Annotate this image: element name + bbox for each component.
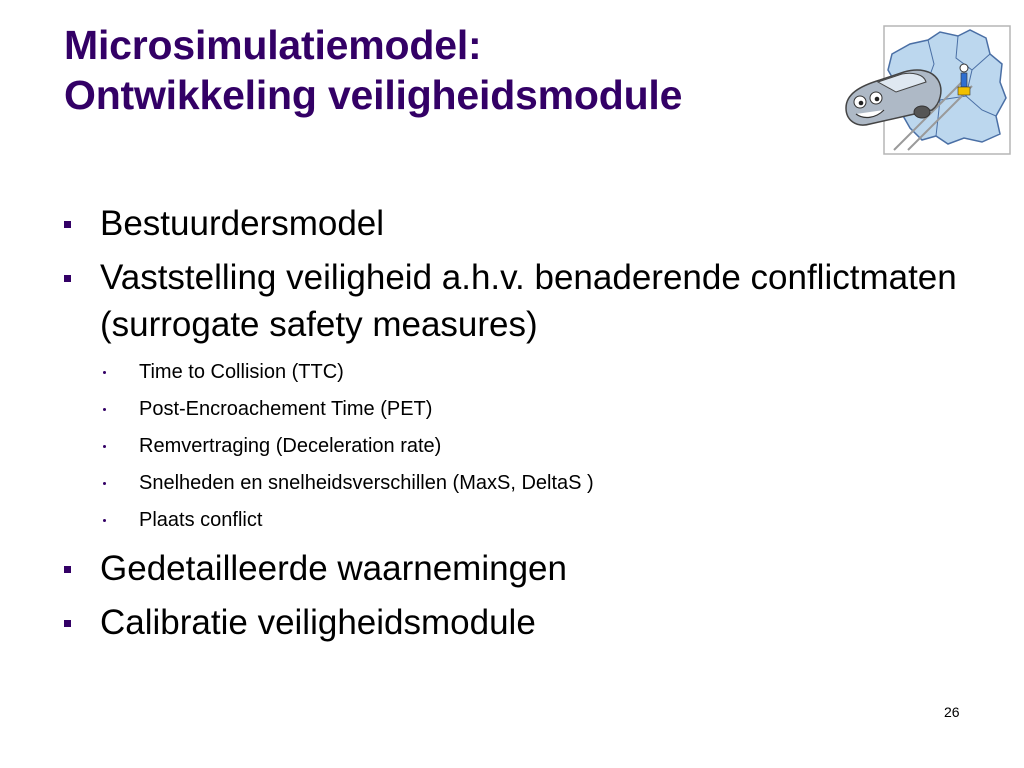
sub-bullet-text: Remvertraging (Deceleration rate) xyxy=(139,435,442,457)
dot-bullet-icon xyxy=(103,445,106,448)
bullet-text: Calibratie veiligheidsmodule xyxy=(100,603,536,642)
title-line-2: Ontwikkeling veiligheidsmodule xyxy=(64,72,683,118)
sub-bullet-text: Plaats conflict xyxy=(139,509,263,531)
square-bullet-icon xyxy=(64,566,71,573)
sub-bullet-text: Time to Collision (TTC) xyxy=(139,361,344,383)
sub-bullet-item xyxy=(62,502,962,539)
sub-bullet-text: Post-Encroachement Time (PET) xyxy=(139,398,433,420)
car-on-map-logo-icon xyxy=(840,24,1012,156)
sub-bullet-item xyxy=(62,391,962,428)
dot-bullet-icon xyxy=(103,519,106,522)
square-bullet-icon xyxy=(64,221,71,228)
bullet-item xyxy=(62,200,962,247)
slide-title xyxy=(64,20,682,120)
bullet-text: Gedetailleerde waarnemingen xyxy=(100,549,567,588)
sub-bullet-list xyxy=(62,354,962,539)
bullet-list xyxy=(62,200,962,653)
bullet-item xyxy=(62,254,962,348)
dot-bullet-icon xyxy=(103,482,106,485)
dot-bullet-icon xyxy=(103,371,106,374)
bullet-text: Bestuurdersmodel xyxy=(100,204,385,243)
sub-bullet-group xyxy=(62,354,962,539)
sub-bullet-text: Snelheden en snelheidsverschillen (MaxS, DeltaS ) xyxy=(139,472,594,494)
sub-bullet-item xyxy=(62,465,962,502)
title-line-1: Microsimulatiemodel: xyxy=(64,22,482,68)
page-number: 26 xyxy=(944,704,960,720)
square-bullet-icon xyxy=(64,275,71,282)
sub-bullet-item xyxy=(62,354,962,391)
bullet-item xyxy=(62,599,962,646)
bullet-item xyxy=(62,545,962,592)
square-bullet-icon xyxy=(64,620,71,627)
dot-bullet-icon xyxy=(103,408,106,411)
sub-bullet-item xyxy=(62,428,962,465)
bullet-text: Vaststelling veiligheid a.h.v. benaderende conflictmaten (surrogate safety measures) xyxy=(100,258,957,344)
